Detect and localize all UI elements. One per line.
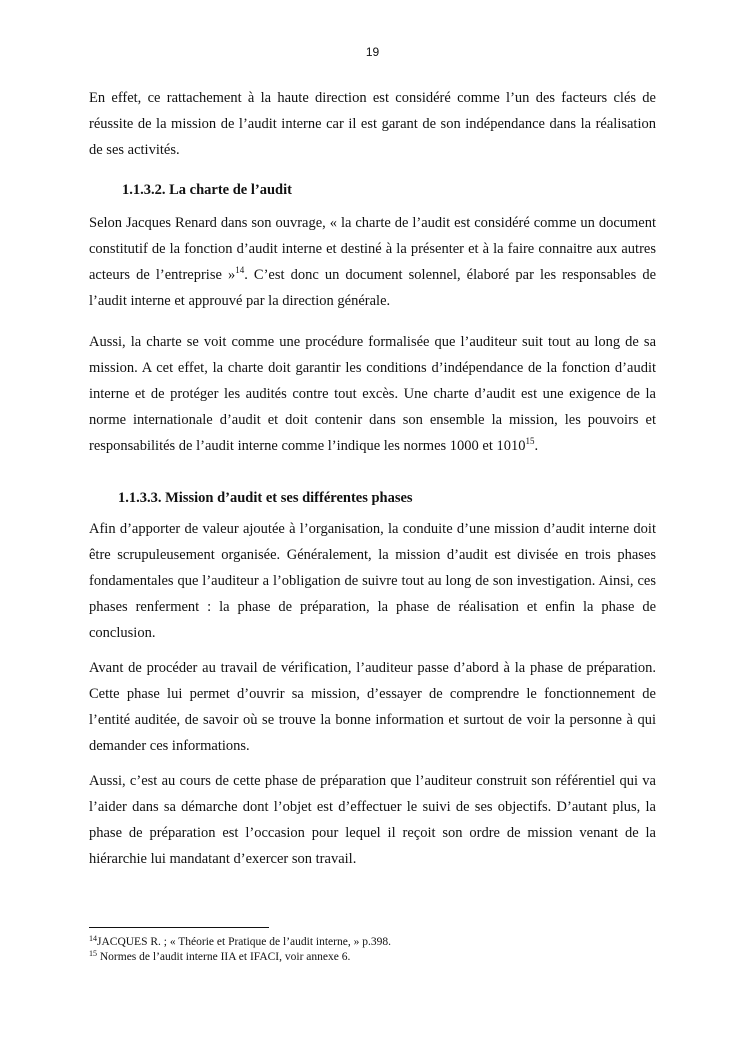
paragraph-2	[89, 210, 656, 314]
footnote-ref-15[interactable]: 15	[525, 436, 535, 446]
footnote-ref-14[interactable]: 14	[235, 265, 245, 275]
footnote-text: JACQUES R. ; « Théorie et Pratique de l’audit interne, » p.398.	[97, 936, 391, 948]
footnote-15	[89, 950, 350, 964]
footnote-mark: 14	[89, 934, 97, 943]
heading-mission-audit: 1.1.3.3. Mission d’audit et ses différentes phases	[118, 490, 413, 506]
paragraph-3-text: Aussi, la charte se voit comme une procédure formalisée que l’auditeur suit tout au long de sa mission. A cet effet, la charte doit garantir les conditions d’indépendance de la fonction d’audit interne et de protéger les audités contre tout excès. Une charte d’audit est une exigence de la norme internationale d’audit et doit contenir dans son ensemble la mission, les pouvoirs et responsabilités de l’audit interne comme l’indique les normes 1000 et 1010	[89, 334, 656, 454]
paragraph-5: Avant de procéder au travail de vérification, l’auditeur passe d’abord à la phase de préparation. Cette phase lui permet d’ouvrir sa mission, d’essayer de comprendre le fonctionnement de l’entité auditée, de savoir où se trouve la bonne information et surtout de voir la personne à qui demander ces informations.	[89, 660, 656, 754]
heading-charte-audit: 1.1.3.2. La charte de l’audit	[122, 182, 292, 198]
paragraph-1: En effet, ce rattachement à la haute direction est considéré comme l’un des facteurs clés de réussite de la mission de l’audit interne car il est garant de son indépendance dans la réalisation de ses activités.	[89, 90, 656, 158]
paragraph-2-text: Selon Jacques Renard dans son ouvrage, « la charte de l’audit est considéré comme un document constitutif de la fonction d’audit interne et destiné à la présenter et à la faire connaitre aux autres acteurs de l’entreprise »	[89, 215, 656, 283]
paragraph-2-text-end: . C’est donc un document solennel, élaboré par les responsables de l’audit interne et approuvé par la direction générale.	[89, 267, 656, 309]
footnote-mark: 15	[89, 949, 97, 958]
footnote-separator	[89, 927, 269, 928]
paragraph-3-text-end: .	[534, 438, 539, 454]
page-number: 19	[365, 45, 380, 59]
footnote-text: Normes de l’audit interne IIA et IFACI, voir annexe 6.	[97, 951, 351, 963]
paragraph-4: Afin d’apporter de valeur ajoutée à l’organisation, la conduite d’une mission d’audit interne doit être scrupuleusement organisée. Généralement, la mission d’audit est divisée en trois phases fondamentales que l’auditeur a l’obligation de suivre tout au long de son investigation. Ainsi, ces phases renferment : la phase de préparation, la phase de réalisation et enfin la phase de conclusion.	[89, 521, 656, 641]
paragraph-6: Aussi, c’est au cours de cette phase de préparation que l’auditeur construit son référentiel qui va l’aider dans sa démarche dont l’objet est d’effectuer le suivi de ses objectifs. D’autant plus, la phase de préparation est l’occasion pour lequel il reçoit son ordre de mission venant de la hiérarchie lui mandatant d’exercer son travail.	[89, 773, 656, 867]
paragraph-3	[89, 329, 656, 459]
footnote-14	[89, 935, 391, 949]
